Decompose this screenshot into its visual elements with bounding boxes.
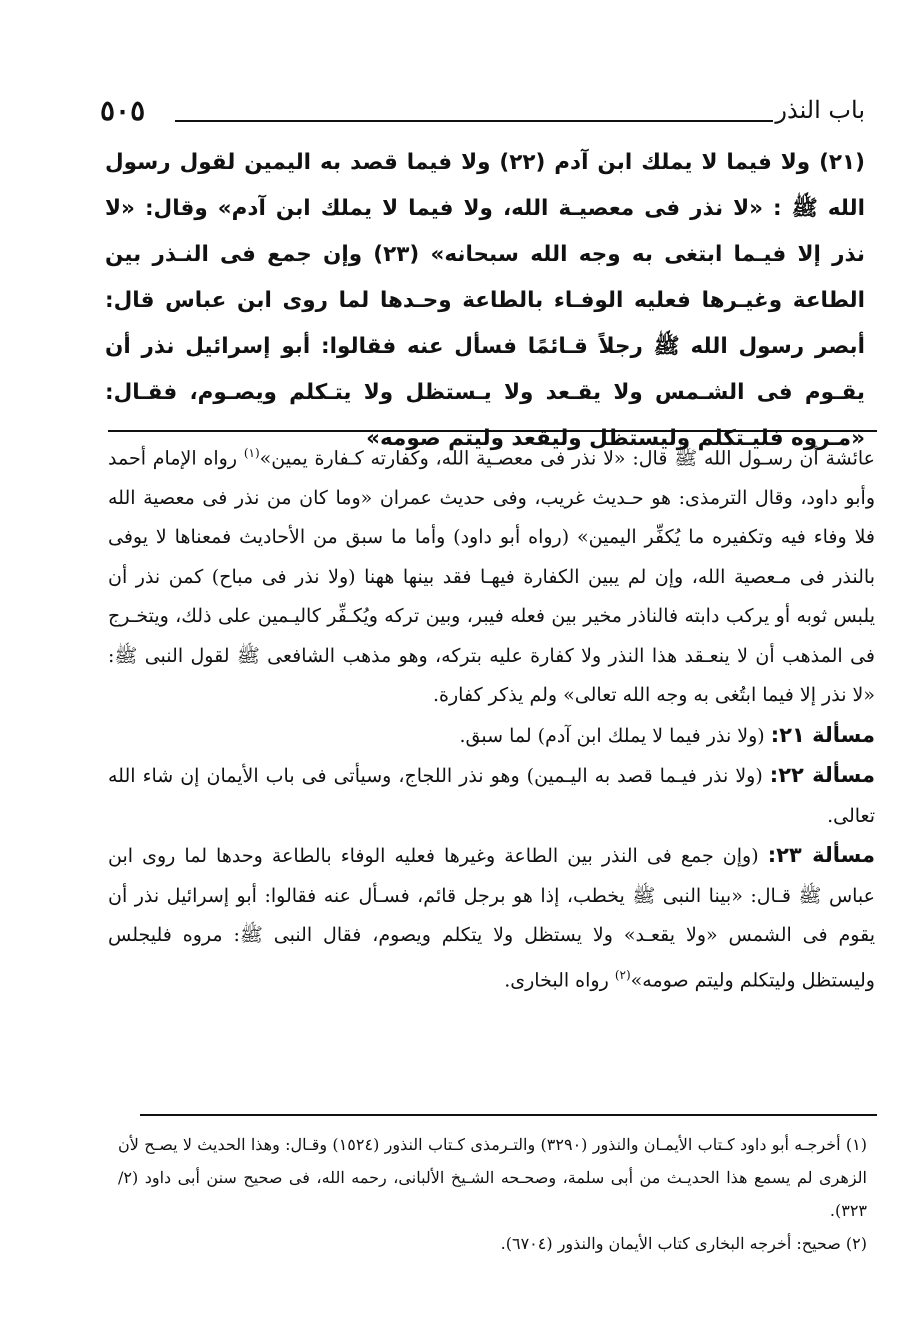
masala-21-label: مسألة ٢١: (770, 722, 875, 747)
section-divider (108, 430, 877, 432)
masala-21-text: (ولا نذر فيما لا يملك ابن آدم) لما سبق. (459, 724, 771, 747)
masala-23 (108, 836, 875, 1000)
page-number: ٥٠٥ (100, 94, 146, 127)
masala-23-end: رواه البخارى. (504, 969, 615, 992)
chapter-title: باب النذر (775, 96, 865, 124)
main-text-block (105, 140, 865, 462)
footnote-ref-2: (٢) (614, 967, 631, 982)
commentary-block (108, 434, 875, 1001)
commentary-paragraph (108, 434, 875, 716)
footnote-divider (140, 1114, 877, 1116)
header-rule (175, 120, 773, 122)
footnote-2: (٢) صحيح: أخرجه البخارى كتاب الأيمان والنذور (٦٧٠٤). (500, 1234, 867, 1253)
masala-23-label: مسألة ٢٣: (767, 843, 875, 868)
masala-23-text: (وإن جمع فى النذر بين الطاعة وغيرها فعليه الوفاء بالطاعة وحدها لما روى ابن عباس ﷺ قـال: «بينا النبى ﷺ يخطب، إذا هو برجل قائم، فسـأل عنه فقالوا: أبو إسرائيل نذر أن يقوم فى الشمس «ولا يقعـد» ولا يستظل ولا يتكلم ويصوم، فقال النبى ﷺ: مروه فليجلس وليستظل وليتكلم وليتم صومه» (108, 845, 875, 992)
masala-21 (108, 716, 875, 757)
commentary-text: عائشة أن رسـول الله ﷺ قال: «لا نذر فى معصـية الله، وكفارته كـفارة يمين» (259, 447, 875, 470)
masala-22-text: (ولا نذر فيـما قصد به اليـمين) وهو نذر اللجاج، وسيأتى فى باب الأيمان إن شاء الله تعالى. (108, 765, 875, 827)
footnotes-block (118, 1128, 867, 1260)
masala-22-label: مسألة ٢٢: (769, 763, 875, 788)
footnote-ref-1: (١) (243, 446, 260, 460)
page-header (100, 96, 865, 136)
commentary-text-cont: رواه الإمام أحمد وأبو داود، وقال الترمذى: هو حـديث غريب، وفى حديث عمران «وما كان من نذر فى معصية الله فلا وفاء فيه وتكفيره ما يُكفِّر اليمين» (رواه أبو داود) وأما ما سبق من الأحاديث فمعناها لا يوفى بالنذر فى مـعصية الله، وإن لم يبين الكفارة فيهـا فقد بينها ههنا (ولا نذر فى مباح) كمن نذر أن يلبس ثوبه أو يركب دابته فالناذر مخير بين فعله فيبر، وبين تركه ويُكـفِّر كاليـمين على ذلك، ويتخـرج فى المذهب أن لا ينعـقد هذا النذر ولا كفارة عليه بتركه، وهو مذهب الشافعى ﷺ لقول النبى ﷺ: «لا نذر إلا فيما ابتُغى به وجه الله تعالى» ولم يذكر كفارة. (108, 447, 875, 707)
main-text-paragraph: (٢١) ولا فيما لا يملك ابن آدم (٢٢) ولا فيما قصد به اليمين لقول رسول الله ﷺ : «لا نذر فى معصيـة الله، ولا فيما لا يملك ابن آدم» وقال: «لا نذر إلا فيـما ابتغى به وجه الله سبحانه» (٢٣) وإن جمع فى النـذر بين الطاعة وغيـرها فعليه الوفـاء بالطاعة وحـدها لما روى ابن عباس قال: أبصر رسول الله ﷺ رجلاً قـائمًا فسأل عنه فقالوا: أبو إسرائيل نذر أن يقـوم فى الشـمس ولا يقـعد ولا يـستظل ولا يتـكلم ويصـوم، فقـال: «مـروه فليـتكلم وليستظل وليقعد وليتم صومه» (105, 150, 865, 451)
masala-22 (108, 756, 875, 836)
footnote-1: (١) أخرجـه أبو داود كـتاب الأيمـان والنذور (٣٢٩٠) والتـرمذى كـتاب النذور (١٥٢٤) وقـال: وهذا الحديث لا يصـح لأن الزهرى لم يسمع هذا الحديـث من أبى سلمة، وصحـحه الشـيخ الألبانى، رحمه الله، فى صحيح سنن أبى داود (٢/ ٣٢٣). (118, 1135, 868, 1220)
